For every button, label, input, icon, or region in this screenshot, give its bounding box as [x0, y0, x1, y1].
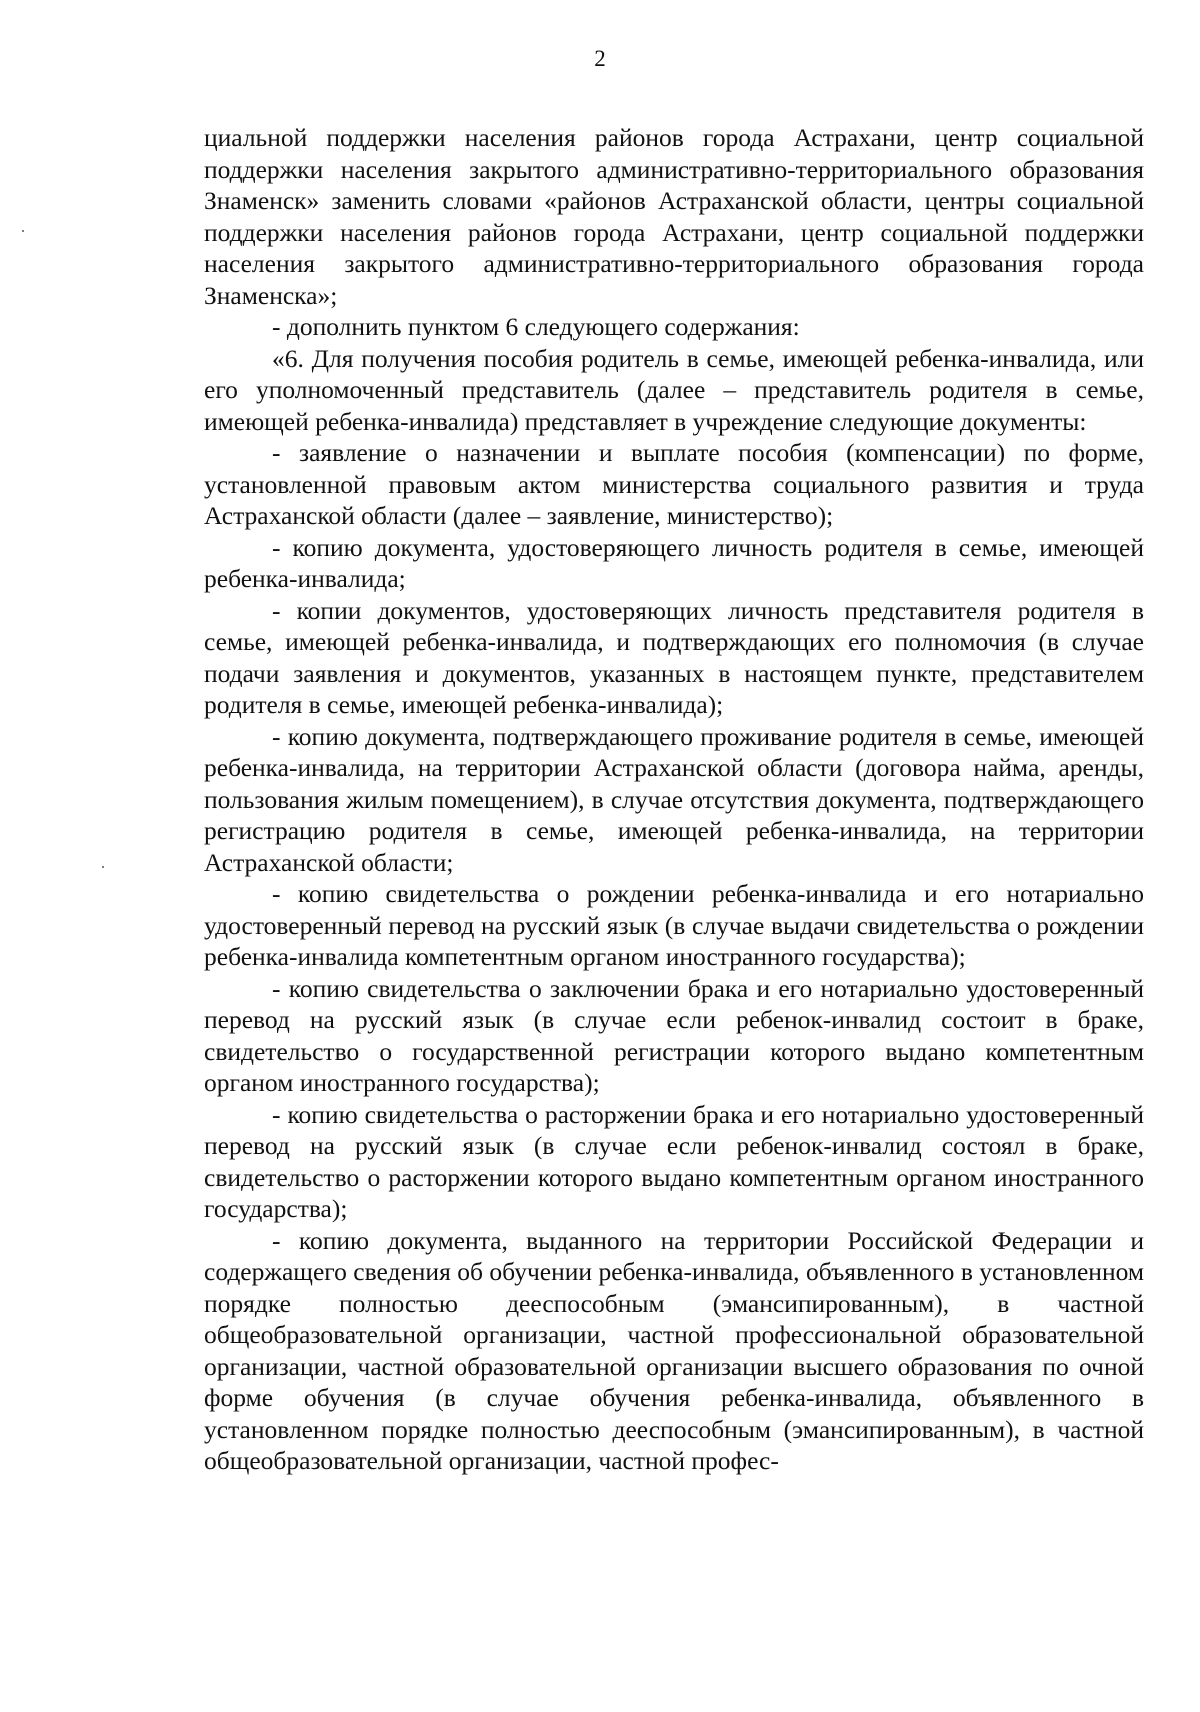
- paragraph-continuation: циальной поддержки населения районов города Астрахани, центр социальной поддержки населения закрытого административно-территориального образования Знаменск» заменить словами «районов Астраханской области, центры социальной поддержки населения районов города Астрахани, центр социальной поддержки населения закрытого административно-территориального образования города Знаменска»;: [204, 123, 1144, 310]
- list-item-parent-id: - копию документа, удостоверяющего личность родителя в семье, имеющей ребенка-инвалида;: [204, 532, 1144, 593]
- paragraph-point-6: «6. Для получения пособия родитель в семье, имеющей ребенка-инвалида, или его уполномоченный представитель (далее – представитель родителя в семье, имеющей ребенка-инвалида) представляет в учреждение следующие документы:: [204, 343, 1144, 436]
- list-item-divorce-certificate: - копию свидетельства о расторжении брака и его нотариально удостоверенный перевод на русский язык (в случае если ребенок-инвалид состоял в браке, свидетельство о расторжении которого выдано компетентным органом иностранного государства);: [204, 1099, 1144, 1223]
- document-body: [204, 122, 1144, 1477]
- list-item-education-document: - копию документа, выданного на территории Российской Федерации и содержащего сведения об обучении ребенка-инвалида, объявленного в установленном порядке полностью дееспособным (эмансипированным), в частной общеобразовательной организации, частной профессиональной образовательной организации, частной образовательной организации высшего образования по очной форме обучения (в случае обучения ребенка-инвалида, объявленного в установленном порядке полностью дееспособным (эмансипированным), в частной общеобразовательной организации, частной профес-: [204, 1225, 1144, 1475]
- list-item-representative-docs: - копии документов, удостоверяющих личность представителя родителя в семье, имеющей ребенка-инвалида, и подтверждающих его полномочия (в случае подачи заявления и документов, указанных в настоящем пункте, представителем родителя в семье, имеющей ребенка-инвалида);: [204, 595, 1144, 719]
- scan-speck: [22, 230, 24, 232]
- list-item-residence-proof: - копию документа, подтверждающего проживание родителя в семье, имеющей ребенка-инвалида, на территории Астраханской области (договора найма, аренды, пользования жилым помещением), в случае отсутствия документа, подтверждающего регистрацию родителя в семье, имеющей ребенка-инвалида, на территории Астраханской области;: [204, 721, 1144, 877]
- paragraph-amendment-intro: - дополнить пунктом 6 следующего содержания:: [272, 312, 800, 341]
- scan-speck: [102, 866, 104, 868]
- list-item-application: - заявление о назначении и выплате пособия (компенсации) по форме, установленной правовым актом министерства социального развития и труда Астраханской области (далее – заявление, министерство);: [204, 438, 1144, 530]
- page-number: 2: [594, 46, 606, 71]
- list-item-marriage-certificate: - копию свидетельства о заключении брака и его нотариально удостоверенный перевод на русский язык (в случае если ребенок-инвалид состоит в браке, свидетельство о государственной регистрации которого выдано компетентным органом иностранного государства);: [204, 973, 1144, 1097]
- list-item-birth-certificate: - копию свидетельства о рождении ребенка-инвалида и его нотариально удостоверенный перевод на русский язык (в случае выдачи свидетельства о рождении ребенка-инвалида компетентным органом иностранного государства);: [204, 879, 1144, 971]
